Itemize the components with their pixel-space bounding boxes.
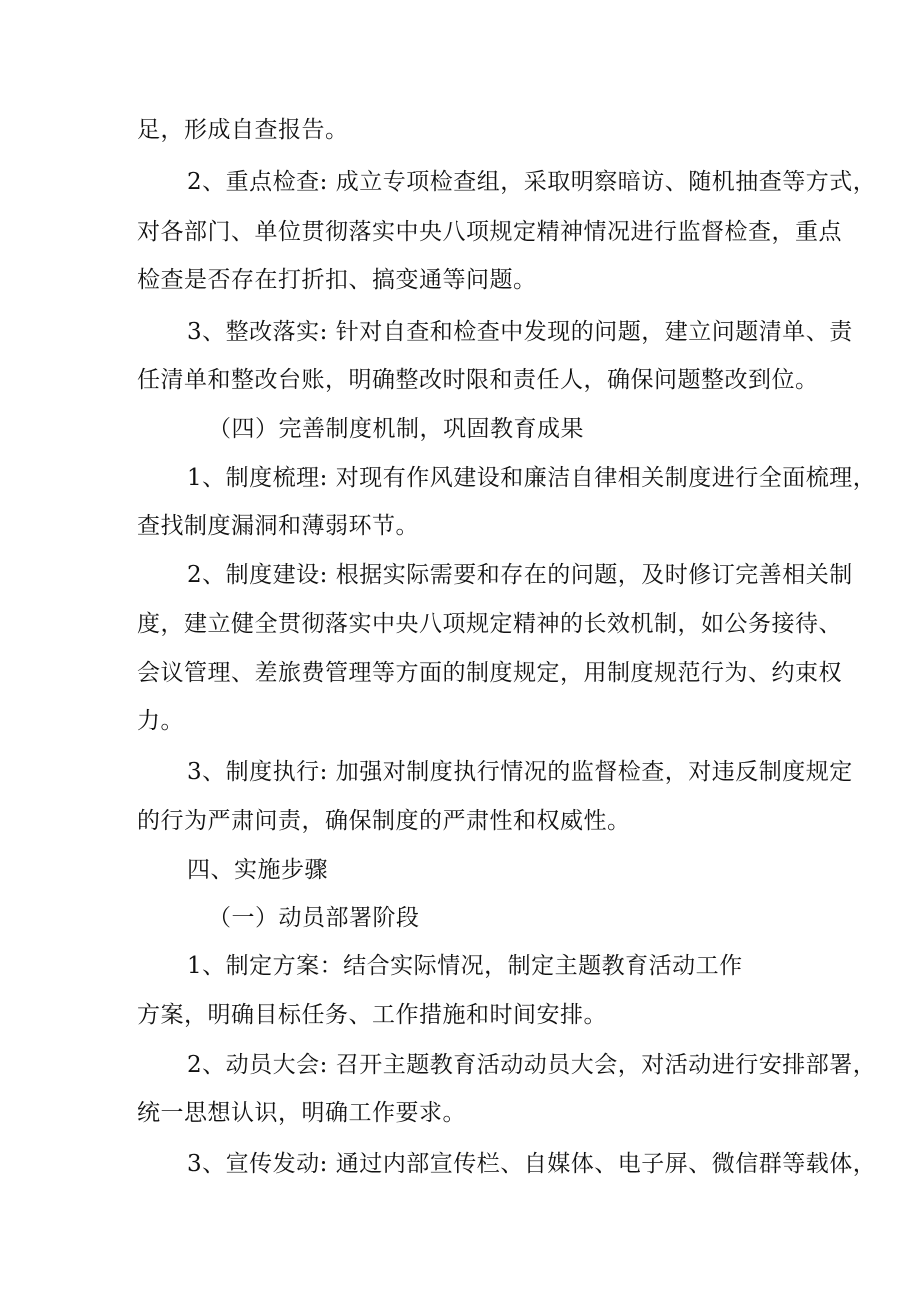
section-heading: （一）动员部署阶段 xyxy=(208,905,420,931)
section-heading: 四、实施步骤 xyxy=(187,857,328,883)
text-line: 查找制度漏洞和薄弱环节。 xyxy=(137,513,419,539)
text-line: 方案，明确目标任务、工作措施和时间安排。 xyxy=(137,1002,607,1028)
text-line: 会议管理、差旅费管理等方面的制度规定，用制度规范行为、约束权 xyxy=(137,660,842,686)
text-line: 2、制度建设: 根据实际需要和存在的问题，及时修订完善相关制 xyxy=(187,562,853,588)
text-line: 检查是否存在打折扣、搞变通等问题。 xyxy=(137,267,537,293)
text-line: 1、制定方案：结合实际情况，制定主题教育活动工作 xyxy=(187,953,743,979)
section-heading: （四）完善制度机制，巩固教育成果 xyxy=(208,416,584,442)
text-line: 统一思想认识，明确工作要求。 xyxy=(137,1100,466,1126)
text-line: 2、动员大会: 召开主题教育活动动员大会，对活动进行安排部署， xyxy=(187,1052,877,1078)
text-line: 2、重点检查: 成立专项检查组，采取明察暗访、随机抽查等方式， xyxy=(187,169,877,195)
text-line: 3、制度执行: 加强对制度执行情况的监督检查，对违反制度规定 xyxy=(187,759,853,785)
text-line: 任清单和整改台账，明确整改时限和责任人，确保问题整改到位。 xyxy=(137,367,819,393)
text-line: 1、制度梳理: 对现有作风建设和廉洁自律相关制度进行全面梳理， xyxy=(187,465,877,491)
text-line: 3、宣传发动: 通过内部宣传栏、自媒体、电子屏、微信群等载体， xyxy=(187,1151,877,1177)
text-line: 力。 xyxy=(137,708,184,734)
text-line: 3、整改落实: 针对自查和检查中发现的问题，建立问题清单、责 xyxy=(187,319,853,345)
text-line: 对各部门、单位贯彻落实中央八项规定精神情况进行监督检查，重点 xyxy=(137,219,842,245)
text-line: 足，形成自查报告。 xyxy=(137,117,349,143)
text-line: 度，建立健全贯彻落实中央八项规定精神的长效机制，如公务接待、 xyxy=(137,611,842,637)
text-line: 的行为严肃问责，确保制度的严肃性和权威性。 xyxy=(137,808,631,834)
